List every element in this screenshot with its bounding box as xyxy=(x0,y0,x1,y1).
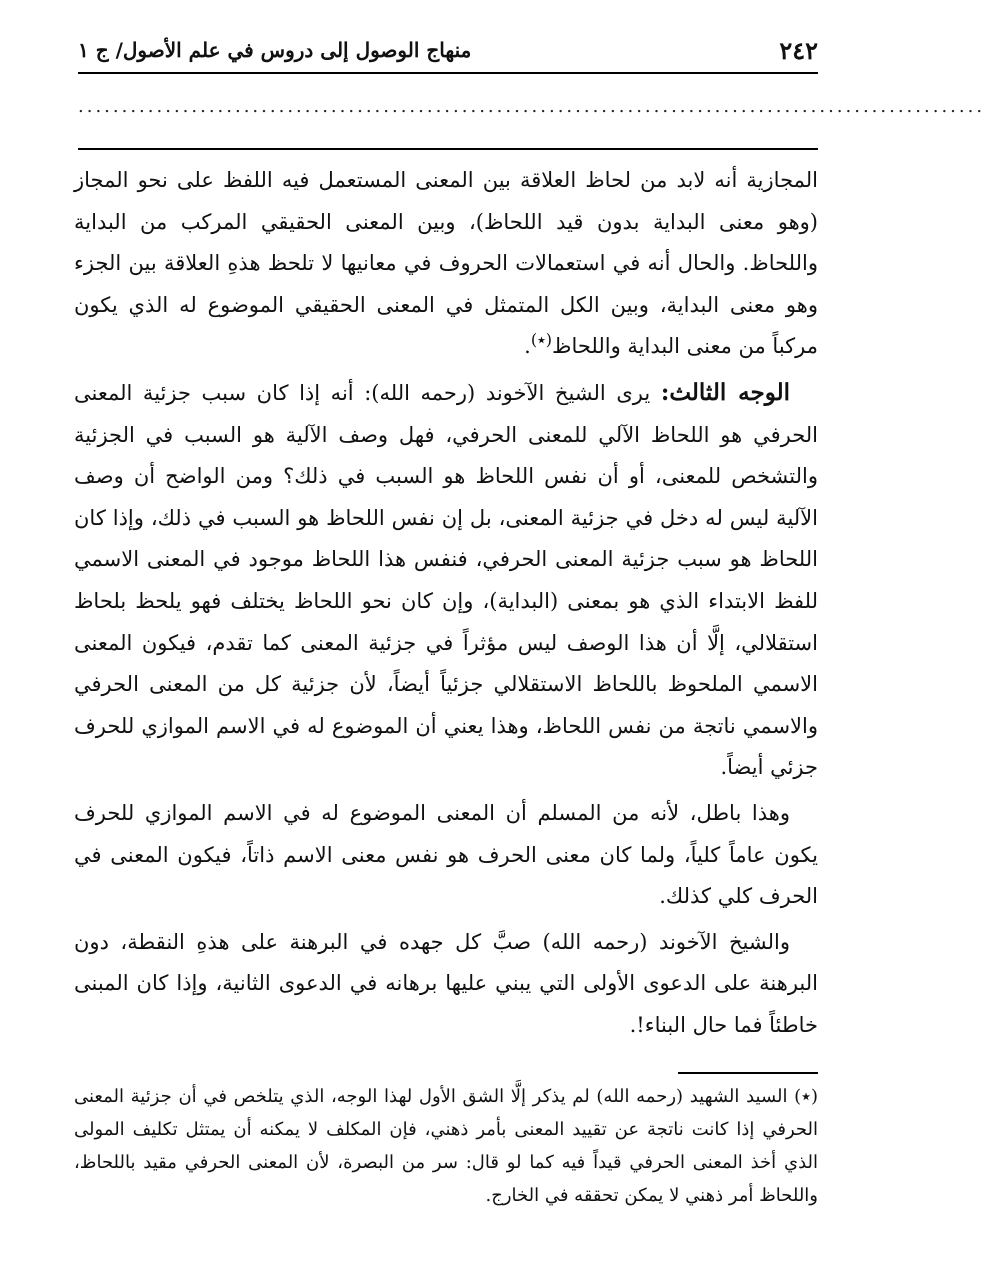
section-heading: الوجه الثالث: xyxy=(660,378,791,406)
dotted-placeholder-line: ........................................................................................................ xyxy=(78,96,985,117)
paragraph-1 xyxy=(74,160,818,368)
book-title: منهاج الوصول إلى دروس في علم الأصول/ ج ١ xyxy=(78,38,472,62)
main-text xyxy=(74,160,818,1050)
content-top-rule xyxy=(78,148,818,150)
footnotes xyxy=(74,1080,818,1212)
paragraph-1-end: . xyxy=(524,334,531,359)
paragraph-4: والشيخ الآخوند (رحمه الله) صبَّ كل جهده في البرهنة على هذهِ النقطة، دون البرهنة على الدعوى الأولى التي يبني عليها برهانه في الدعوى الثانية، وإذا كان المبنى خاطئاً فما حال البناء!. xyxy=(74,929,818,1037)
footnote-separator xyxy=(678,1072,818,1074)
paragraph-2 xyxy=(74,372,818,789)
header-rule xyxy=(78,72,818,74)
footnote-reference: (٭) xyxy=(530,330,553,350)
paragraph-2-text: يرى الشيخ الآخوند (رحمه الله): أنه إذا كان سبب جزئية المعنى الحرفي هو اللحاظ الآلي للمعنى الحرفي، فهل وصف الآلية هو السبب في الجزئية والتشخص للمعنى، أو أن نفس اللحاظ هو السبب في ذلك؟ ومن الواضح أن وصف الآلية ليس له دخل في جزئية المعنى، بل إن نفس اللحاظ هو السبب في ذلك، وإذا كان اللحاظ هو سبب جزئية المعنى الحرفي، فنفس هذا اللحاظ موجود في المعنى الاسمي للفظ الابتداء الذي هو بمعنى (البداية)، وإن كان نحو اللحاظ يختلف فهو يلحظ بلحاظ استقلالي، إلَّا أن هذا الوصف ليس مؤثراً في جزئية المعنى كما تقدم، فيكون المعنى الاسمي الملحوظ باللحاظ الاستقلالي جزئياً أيضاً، لأن جزئية كل من المعنى الحرفي والاسمي ناتجة من نفس اللحاظ، وهذا يعني أن الموضوع له في الاسم الموازي للحرف جزئي أيضاً. xyxy=(74,380,818,780)
page-number: ٢٤٢ xyxy=(779,35,818,65)
paragraph-3: وهذا باطل، لأنه من المسلم أن المعنى الموضوع له في الاسم الموازي للحرف يكون عاماً كلياً، ولما كان معنى الحرف هو نفس معنى الاسم ذاتاً، فيكون المعنى في الحرف كلي كذلك. xyxy=(74,800,818,909)
paragraph-1-text: المجازية أنه لابد من لحاظ العلاقة بين المعنى المستعمل فيه اللفظ على نحو المجاز (وهو معنى البداية بدون قيد اللحاظ)، وبين المعنى الحقيقي المركب من البداية واللحاظ. والحال أنه في استعمالات الحروف في معانيها لا تلحظ هذهِ العلاقة بين الجزء وهو معنى البداية، وبين الكل المتمثل في المعنى الحقيقي الموضوع له الذي يكون مركباً من معنى البداية واللحاظ xyxy=(74,168,818,359)
footnote-1: (٭) السيد الشهيد (رحمه الله) لم يذكر إلَّا الشق الأول لهذا الوجه، الذي يتلخص في أن جزئية المعنى الحرفي إذا كانت ناتجة عن تقييد المعنى بأمر ذهني، فإن المكلف لا يمكنه أن يمتثل تكليف المولى الذي أخذ المعنى الحرفي قيداً فيه كما لو قال: سر من البصرة، لأن المعنى الحرفي مقيد باللحاظ، واللحاظ أمر ذهني لا يمكن تحققه في الخارج. xyxy=(74,1086,818,1206)
page-header xyxy=(78,30,818,70)
